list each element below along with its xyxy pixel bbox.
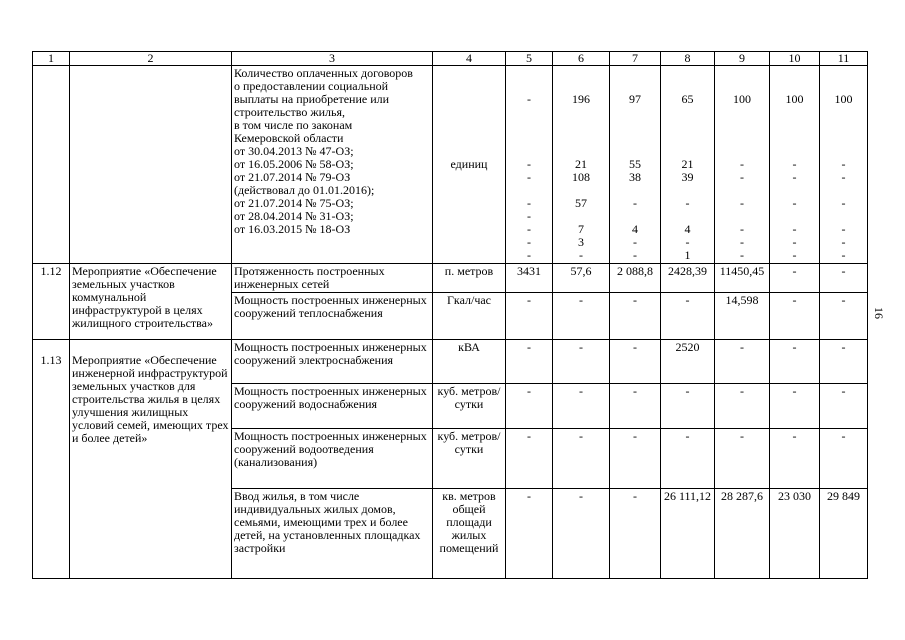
value-cell: -: [770, 340, 820, 384]
table-row: [33, 264, 868, 293]
value-cell: -: [553, 384, 610, 429]
unit-cell: кВА: [433, 340, 506, 384]
value-col-5: - - - - - - - -: [506, 66, 553, 264]
table-row-contracts: [33, 66, 868, 264]
value-cell: -: [506, 340, 553, 384]
value-cell: -: [820, 340, 868, 384]
row-number-cell: 1.12: [33, 264, 70, 340]
value-cell: -: [506, 489, 553, 579]
value-col-9: 100 - - - - - -: [715, 66, 770, 264]
value-col-10: 100 - - - - - -: [770, 66, 820, 264]
unit-cell: куб. метров/ сутки: [433, 384, 506, 429]
program-indicators-table: [32, 51, 868, 579]
value-col-8: 65 21 39 - 4 - 1: [661, 66, 715, 264]
unit-cell: кв. метров общей площади жилых помещений: [433, 489, 506, 579]
value-cell: -: [715, 429, 770, 489]
indicator-cell: Мощность построенных инженерных сооружений водоснабжения: [232, 384, 433, 429]
value-cell: -: [820, 384, 868, 429]
column-number-row: [33, 52, 868, 66]
value-cell: -: [553, 293, 610, 340]
value-cell: 57,6: [553, 264, 610, 293]
value-cell: -: [506, 384, 553, 429]
event-cell: [70, 66, 232, 264]
unit-cell: куб. метров/ сутки: [433, 429, 506, 489]
event-cell: Мероприятие «Обеспечение инженерной инфраструктурой земельных участков для строительства жилья в целях улучшения жилищных условий семей, имеющих трех и более детей»: [70, 340, 232, 579]
indicator-cell: Ввод жилья, в том числе индивидуальных жилых домов, семьями, имеющими трех и более детей, на установленных площадках застройки: [232, 489, 433, 579]
col-header-7: 7: [610, 52, 661, 66]
value-cell: -: [820, 293, 868, 340]
value-cell: -: [506, 429, 553, 489]
unit-cell: Гкал/час: [433, 293, 506, 340]
indicator-cell: Мощность построенных инженерных сооружений электроснабжения: [232, 340, 433, 384]
value-col-6: 196 21 108 57 7 3 -: [553, 66, 610, 264]
value-cell: 28 287,6: [715, 489, 770, 579]
indicator-cell: Протяженность построенных инженерных сетей: [232, 264, 433, 293]
value-cell: 11450,45: [715, 264, 770, 293]
value-cell: 2520: [661, 340, 715, 384]
col-header-3: 3: [232, 52, 433, 66]
col-header-9: 9: [715, 52, 770, 66]
value-cell: -: [553, 340, 610, 384]
value-cell: -: [610, 429, 661, 489]
page-number: 16: [872, 307, 886, 319]
col-header-6: 6: [553, 52, 610, 66]
value-cell: -: [661, 293, 715, 340]
value-cell: -: [506, 293, 553, 340]
value-cell: -: [553, 489, 610, 579]
value-col-11: 100 - - - - - -: [820, 66, 868, 264]
unit-cell: единиц: [433, 66, 506, 264]
indicator-cell: Мощность построенных инженерных сооружений водоотведения (канализования): [232, 429, 433, 489]
value-cell: -: [661, 429, 715, 489]
row-number-cell: [33, 66, 70, 264]
col-header-8: 8: [661, 52, 715, 66]
value-cell: -: [715, 340, 770, 384]
value-cell: -: [820, 429, 868, 489]
col-header-2: 2: [70, 52, 232, 66]
value-cell: 3431: [506, 264, 553, 293]
value-cell: -: [610, 384, 661, 429]
value-col-7: 97 55 38 - 4 - -: [610, 66, 661, 264]
col-header-4: 4: [433, 52, 506, 66]
event-cell: Мероприятие «Обеспечение земельных участков коммунальной инфраструктурой в целях жилищного строительства»: [70, 264, 232, 340]
value-cell: -: [553, 429, 610, 489]
col-header-5: 5: [506, 52, 553, 66]
value-cell: -: [610, 489, 661, 579]
value-cell: 26 111,12: [661, 489, 715, 579]
value-cell: 2 088,8: [610, 264, 661, 293]
value-cell: -: [715, 384, 770, 429]
value-cell: -: [770, 429, 820, 489]
unit-cell: п. метров: [433, 264, 506, 293]
col-header-11: 11: [820, 52, 868, 66]
indicator-cell: Мощность построенных инженерных сооружений теплоснабжения: [232, 293, 433, 340]
value-cell: -: [770, 264, 820, 293]
value-cell: 23 030: [770, 489, 820, 579]
value-cell: -: [770, 384, 820, 429]
value-cell: -: [661, 384, 715, 429]
col-header-10: 10: [770, 52, 820, 66]
value-cell: 29 849: [820, 489, 868, 579]
value-cell: -: [610, 340, 661, 384]
col-header-1: 1: [33, 52, 70, 66]
row-number-cell: 1.13: [33, 340, 70, 579]
document-page: [32, 51, 868, 579]
value-cell: 14,598: [715, 293, 770, 340]
value-cell: 2428,39: [661, 264, 715, 293]
table-row: [33, 340, 868, 384]
value-cell: -: [770, 293, 820, 340]
value-cell: -: [610, 293, 661, 340]
indicator-cell: Количество оплаченных договоров о предоставлении социальной выплаты на приобретение или строительство жилья, в том числе по законам Кемеровской области от 30.04.2013 № 47-ОЗ; от 16.05.2006 № 58-ОЗ; от 21.07.2014 № 79-ОЗ (действовал до 01.01.2016); от 21.07.2014 № 75-ОЗ; от 28.04.2014 № 31-ОЗ; от 16.03.2015 № 18-ОЗ: [232, 66, 433, 264]
value-cell: -: [820, 264, 868, 293]
